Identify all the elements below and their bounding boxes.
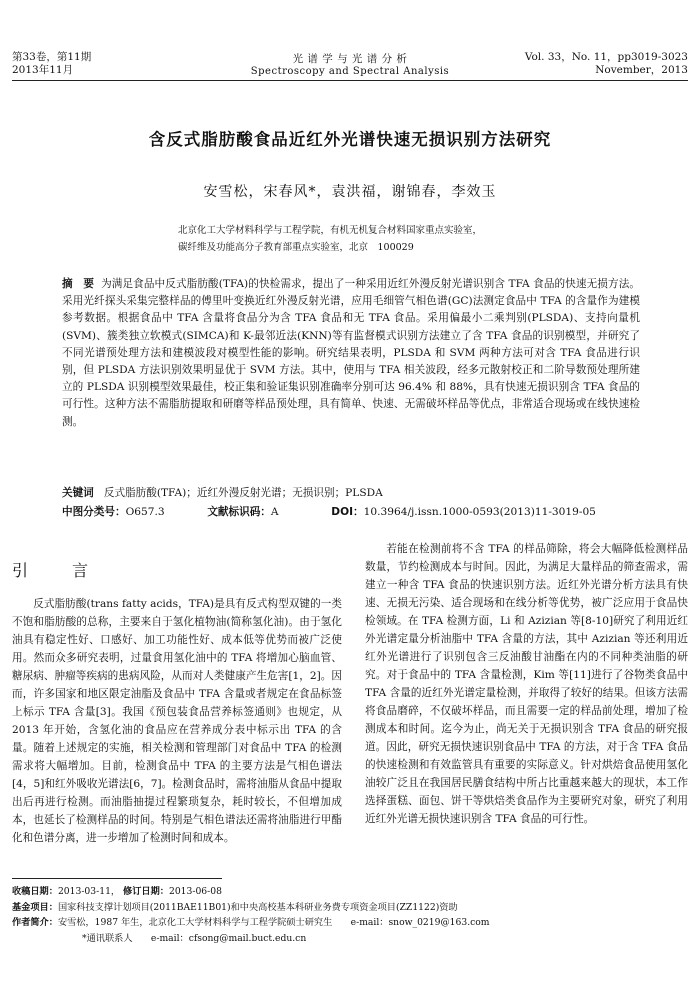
date-line: 2013年11月 — [12, 64, 74, 76]
month-year-line: November，2013 — [595, 64, 688, 76]
journal-name-english: Spectroscopy and Spectral Analysis — [250, 66, 450, 77]
received-label: 收稿日期： — [12, 886, 58, 897]
journal-citation — [430, 51, 688, 77]
fund-line — [12, 900, 688, 916]
volume-issue-line: 第33卷，第11期 — [12, 51, 92, 63]
author-bio-line — [12, 915, 688, 931]
left-column — [12, 595, 342, 847]
author-list: 安雪松，宋春风*，袁洪福，谢锦春，李效玉 — [203, 184, 497, 200]
author-bio-label: 作者简介： — [12, 917, 58, 928]
dates-line — [12, 884, 688, 900]
right-column — [365, 540, 688, 828]
citation-line: Vol. 33，No. 11，pp3019-3023 — [524, 51, 688, 63]
revised-label: 修订日期： — [123, 886, 169, 897]
keywords — [62, 484, 640, 502]
clc-label: 中图分类号： — [62, 506, 126, 518]
classification-line — [62, 503, 640, 521]
section-heading-introduction: 引 言 — [12, 561, 103, 580]
revised-value: 2013-06-08 — [168, 886, 222, 897]
keywords-text: 反式脂肪酸(TFA)；近红外漫反射光谱；无损识别；PLSDA — [103, 487, 383, 499]
abstract — [62, 276, 640, 431]
fund-value: 国家科技支撑计划项目(2011BAE11B01)和中央高校基本科研业务费专项资金项目(ZZ1122)资助 — [57, 901, 458, 913]
fund-label: 基金项目： — [12, 901, 58, 913]
footnote-rule — [12, 878, 222, 879]
journal-volume-issue — [12, 51, 91, 77]
corresponding-author: *通讯联系人 e-mail：cfsong@mail.buct.edu.cn — [82, 932, 307, 944]
clc-value: O657.3 — [125, 506, 165, 518]
author-bio-value: 安雪松，1987 年生，北京化工大学材料科学与工程学院硕士研究生 e-mail：snow_0219@163.com — [57, 917, 490, 928]
doi-label: DOI： — [331, 506, 364, 518]
header-rule — [12, 80, 688, 81]
doi-value: 10.3964/j.issn.1000-0593(2013)11-3019-05 — [363, 506, 596, 518]
affiliation — [178, 222, 598, 256]
paragraph: 若能在检测前将不含 TFA 的样品筛除，将会大幅降低检测样品数量，节约检测成本与时间。因此，为满足大量样品的筛查需求，需建立一种含 TFA 食品的快速识别方法。近红外光谱分析方法具有快速、无损无污染、适合现场和在线分析等优势，被广泛应用于食品快检领域。在 TFA 检测方面，Li 和 Azizian 等[8-10]研究了利用近红外光谱定量分析油脂中 TFA 含量的方法，其中 Azizian 等还利用近红外光谱进行了识别包含三反油酸甘油酯在内的不同种类油脂的研究。对于食品中的 TFA 含量检测，Kim 等[11]进行了谷物类食品中 TFA 含量的近红外光谱定量检测，并取得了较好的结果。但该方法需将食品磨碎，不仅破坏样品，而且需要一定的样品前处理，增加了检测成本和时间。迄今为止，尚无关于无损识别含 TFA 食品的研究报道。因此，研究无损快速识别食品中 TFA 的方法，对于含 TFA 食品的快速检测和有效监管具有重要的实际意义。针对烘焙食品使用氢化油较广泛且在我国居民膳食结构中所占比重越来越大的现状，本工作选择蛋糕、面包、饼干等烘焙类食品作为主要研究对象，研究了利用近红外光谱无损快速识别含 TFA 食品的可行性。 — [365, 543, 688, 825]
keywords-label: 关键词 — [62, 487, 94, 499]
affiliation-line-1: 北京化工大学材料科学与工程学院，有机无机复合材料国家重点实验室， — [178, 225, 483, 236]
journal-name-chinese: 光 谱 学 与 光 谱 分 析 — [292, 53, 408, 65]
abstract-label: 摘 要 — [62, 278, 95, 290]
paragraph: 反式脂肪酸(trans fatty acids，TFA)是具有反式构型双键的一类不饱和脂肪酸的总称，主要来自于氢化植物油(简称氢化油)。由于氢化油具有稳定性好、口感好、加工功能性好、成本低等优势而被广泛使用。然而众多研究表明，过量食用氢化油中的 TFA 将增加心脑血管、糖尿病、肿瘤等疾病的患病风险，从而对人类健康产生危害[1，2]。因而，许多国家和地区限定油脂及食品中 TFA 含量或者规定在食品标签上标示 TFA 含量[3]。我国《预包装食品营养标签通则》也规定，从 2013 年开始，含氢化油的食品应在营养成分表中标示出 TFA 的含量。随着上述规定的实施，相关检测和管理部门对食品中 TFA 的检测需求将大幅增加。目前，检测食品中 TFA 的主要方法是气相色谱法[4，5]和红外吸收光谱法[6，7]。检测食品时，需将油脂从食品中提取出后再进行检测。而油脂抽提过程繁琐复杂，耗时较长，不但增加成本，也延长了检测样品的时间。特别是气相色谱法还需将油脂进行甲酯化和色谱分离，进一步增加了检测时间和成本。 — [12, 598, 342, 844]
footnotes — [12, 884, 688, 946]
affiliation-line-2: 碳纤维及功能高分子教育部重点实验室，北京 100029 — [178, 242, 414, 253]
paper-title: 含反式脂肪酸食品近红外光谱快速无损识别方法研究 — [148, 130, 552, 149]
abstract-text: 为满足食品中反式脂肪酸(TFA)的快检需求，提出了一种采用近红外漫反射光谱识别含 TFA 食品的快速无损方法。采用光纤探头采集完整样品的傅里叶变换近红外漫反射光谱，应用毛细管气相色谱(GC)法测定食品中 TFA 的含量作为建模参考数据。根据食品中 TFA 含量将食品分为含 TFA 食品和无 TFA 食品。采用偏最小二乘判别(PLSDA)、支持向量机(SVM)、簇类独立软模式(SIMCA)和 K-最邻近法(KNN)等有监督模式识别方法建立了含 TFA 食品的识别模型，并研究了不同光谱预处理方法和建模波段对模型性能的影响。研究结果表明，PLSDA 和 SVM 两种方法可对含 TFA 食品进行识别，但 PLSDA 方法识别效果明显优于 SVM 方法。其中，使用与 TFA 相关波段，经多元散射校正和二阶导数预处理所建立的 PLSDA 识别模型效果最佳，校正集和验证集识别准确率分别可达 96.4% 和 88%，具有快速无损识别含 TFA 食品的可行性。这种方法不需脂肪提取和研磨等样品预处理，具有简单、快速、无需破坏样品等优点，非常适合现场或在线快速检测。 — [62, 278, 640, 428]
received-value: 2013-03-11， — [57, 886, 121, 897]
doc-code-label: 文献标识码： — [207, 506, 271, 518]
doc-code-value: A — [270, 506, 279, 518]
